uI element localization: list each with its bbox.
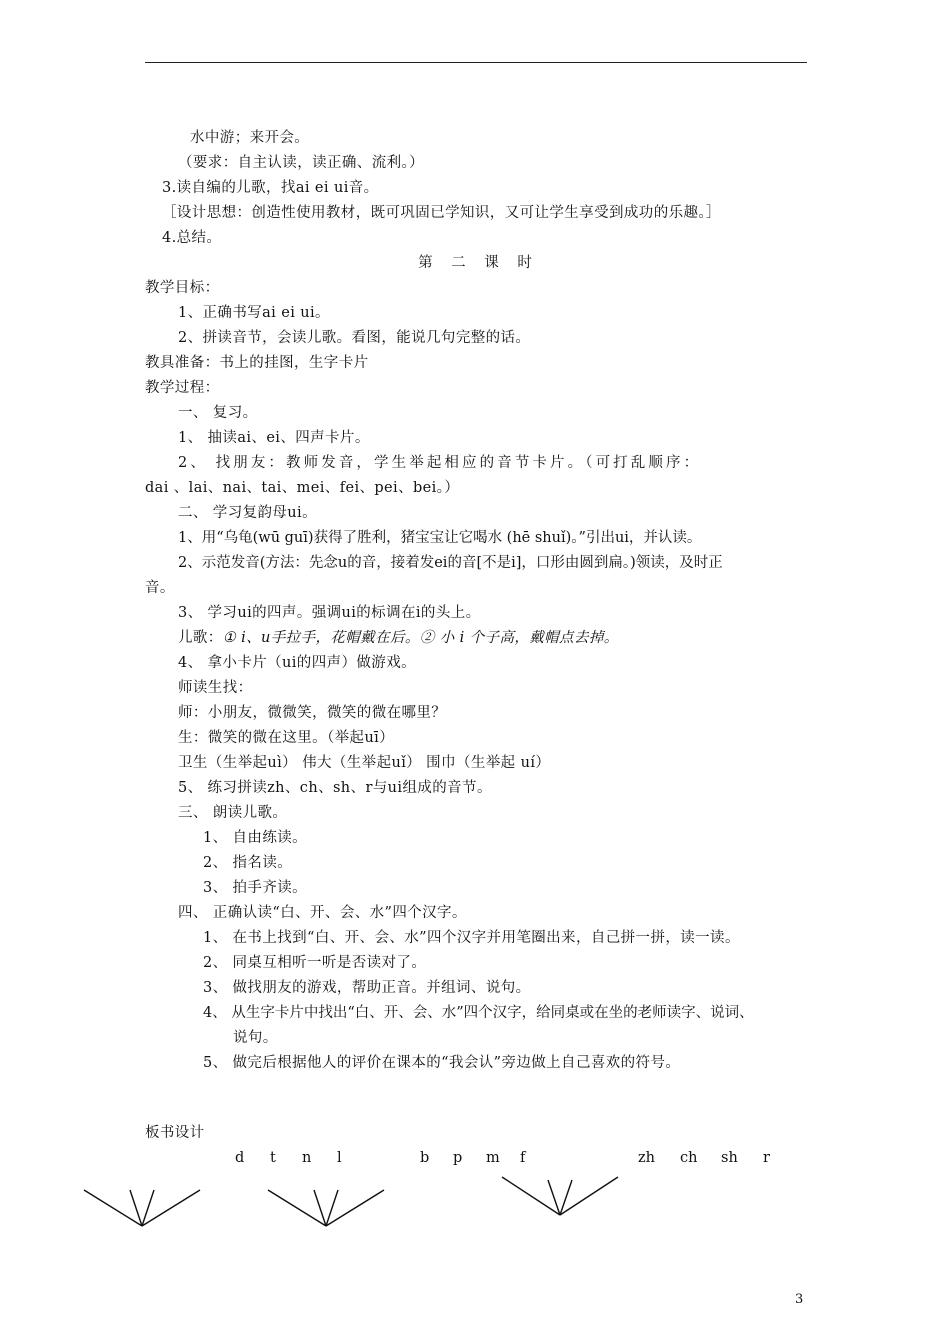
section-title: 第 二 课 时: [418, 255, 532, 271]
step-heading: 四、 正确认读“白、开、会、水”四个汉字。: [178, 905, 467, 921]
dialogue-line: 卫生（生举起uì） 伟大（生举起uǐ） 围巾（生举起 uí）: [178, 755, 551, 771]
board-label: b: [420, 1150, 430, 1166]
board-design-heading: 板书设计: [145, 1125, 205, 1141]
step-item: 3、 做找朋友的游戏，帮助正音。并组词、说句。: [203, 980, 531, 996]
board-label: zh: [638, 1150, 655, 1166]
board-label: n: [302, 1150, 312, 1166]
fan-diagram: [498, 1172, 623, 1222]
step-item: 1、用“乌龟(wū guī)获得了胜利，猪宝宝让它喝水 (hē shuǐ)。”引出ui，并认读。: [178, 530, 702, 546]
song-text: ① i、u手拉手，花帽戴在后。② 小 i 个子高，戴帽点去掉。: [222, 630, 619, 646]
prep-line: 教具准备：书上的挂图，生字卡片: [145, 355, 369, 371]
text-line: 师读生找：: [178, 680, 253, 696]
step-item-cont: 说句。: [233, 1030, 278, 1046]
step-item: 5、 练习拼读zh、ch、sh、r与ui组成的音节。: [178, 780, 492, 796]
step-item: 4、 拿小卡片（ui的四声）做游戏。: [178, 655, 417, 671]
step-heading: 二、 学习复韵母ui。: [178, 505, 317, 521]
board-label: sh: [721, 1150, 738, 1166]
fan-diagram: [80, 1185, 205, 1230]
board-label: f: [520, 1150, 526, 1166]
step-item: 2、 同桌互相听一听是否读对了。: [203, 955, 427, 971]
text-line: 3.读自编的儿歌，找ai ei ui音。: [162, 180, 379, 196]
step-item: 2、示范发音(方法：先念u的音，接着发ei的音[不是i]，口形由圆到扁。)领读，及时正: [178, 555, 723, 571]
step-item: 2、 指名读。: [203, 855, 293, 871]
header-rule: [145, 62, 807, 63]
step-item: 4、 从生字卡片中找出“白、开、会、水”四个汉字，给同桌或在坐的老师读字、说词、: [203, 1005, 754, 1021]
heading-goals: 教学目标：: [145, 280, 220, 296]
heading-process: 教学过程：: [145, 380, 220, 396]
page-number: 3: [795, 1292, 804, 1307]
step-item: 1、 自由练读。: [203, 830, 308, 846]
goal-item: 1、正确书写ai ei ui。: [178, 305, 330, 321]
board-label: ch: [680, 1150, 698, 1166]
design-thought: ［设计思想：创造性使用教材，既可巩固已学知识，又可让学生享受到成功的乐趣。］: [162, 205, 721, 221]
board-label: t: [270, 1150, 276, 1166]
step-item: 1、 在书上找到“白、开、会、水”四个汉字并用笔圈出来，自己拼一拼，读一读。: [203, 930, 740, 946]
step-item: 1、 抽读ai、ei、四声卡片。: [178, 430, 370, 446]
board-label: p: [453, 1150, 463, 1166]
step-item: 2、 找朋友：教师发音，学生举起相应的音节卡片。（可打乱顺序：: [178, 455, 702, 471]
board-label: r: [763, 1150, 770, 1166]
board-label: l: [337, 1150, 342, 1166]
step-item: 3、 拍手齐读。: [203, 880, 308, 896]
song-label: 儿歌：: [178, 630, 223, 646]
step-heading: 一、 复习。: [178, 405, 258, 421]
step-heading: 三、 朗读儿歌。: [178, 805, 288, 821]
fan-diagram: [264, 1185, 389, 1230]
dialogue-line: 师：小朋友，微微笑，微笑的微在哪里？: [178, 705, 447, 721]
text-line: 水中游；来开会。: [190, 130, 310, 146]
step-item: 3、 学习ui的四声。强调ui的标调在i的头上。: [178, 605, 481, 621]
step-item-cont: 音。: [145, 580, 175, 596]
dialogue-line: 生：微笑的微在这里。（举起uī）: [178, 730, 395, 746]
board-label: d: [235, 1150, 245, 1166]
song-line: [178, 628, 619, 648]
board-label: m: [486, 1150, 500, 1166]
text-line: 4.总结。: [162, 230, 222, 246]
step-item-cont: dai 、lai、nai、tai、mei、fei、pei、bei。）: [145, 480, 460, 496]
step-item: 5、 做完后根据他人的评价在课本的“我会认”旁边做上自己喜欢的符号。: [203, 1055, 681, 1071]
goal-item: 2、拼读音节，会读儿歌。看图，能说几句完整的话。: [178, 330, 531, 346]
text-line: （要求：自主认读，读正确、流利。）: [178, 155, 425, 171]
